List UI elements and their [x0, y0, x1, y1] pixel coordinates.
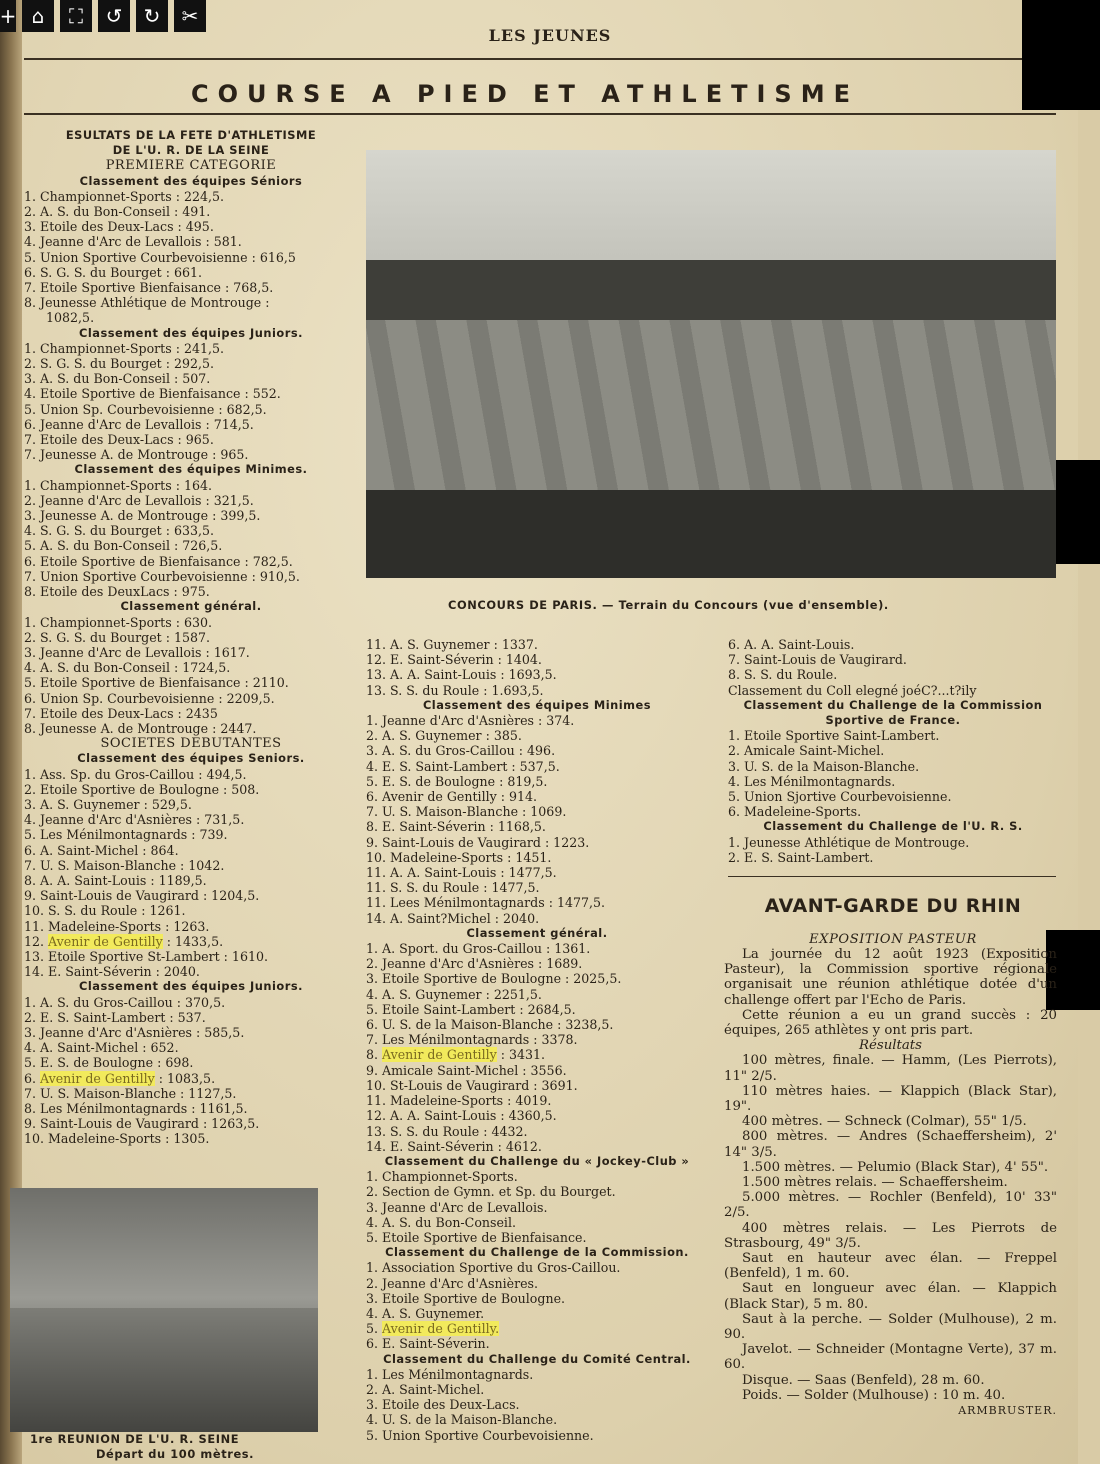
concours-photo [366, 150, 1056, 578]
middle-result-line: 11. S. S. du Roule : 1477,5. [366, 880, 540, 896]
article-paragraph: Saut à la perche. — Solder (Mulhouse), 2 m. 90. [724, 1311, 1057, 1343]
middle-result-line: 12. A. A. Saint-Louis : 4360,5. [366, 1108, 557, 1124]
middle-result-line: 5. Avenir de Gentilly. [366, 1321, 500, 1337]
middle-result-line: 3. A. S. du Gros-Caillou : 496. [366, 743, 556, 759]
left-result-line: 7. Union Sportive Courbevoisienne : 910,5. [24, 568, 300, 584]
right-result-line: 8. S. S. du Roule. [728, 667, 838, 683]
photo-sky [366, 150, 1056, 270]
right-section-heading: Classement du Challenge de la Commission [743, 697, 1043, 712]
right-result-line: 6. A. A. Saint-Louis. [728, 637, 855, 652]
middle-result-line: 5. Etoile Sportive de Bienfaisance. [366, 1229, 587, 1245]
article-paragraph: 1.500 mètres relais. — Schaeffersheim. [742, 1175, 1008, 1191]
right-column-rule [728, 876, 1056, 877]
middle-result-line: 2. A. Saint-Michel. [366, 1381, 485, 1397]
left-result-line: 9. Saint-Louis de Vaugirard : 1204,5. [24, 888, 260, 904]
article-paragraph: Cette réunion a eu un grand succès : 20 équipes, 265 athlètes y ont pris part. [724, 1007, 1057, 1039]
article-paragraph: Javelot. — Schneider (Montagne Verte), 37 m. 60. [724, 1342, 1057, 1373]
left-section-heading: Classement général. [120, 599, 262, 614]
article-title: COURSE A PIED ET ATHLETISME [191, 80, 859, 108]
start-100m-photo [10, 1188, 318, 1432]
middle-result-line: 10. St-Louis de Vaugirard : 3691. [366, 1077, 578, 1093]
right-result-line: 5. Union Sjortive Courbevoisienne. [728, 789, 952, 805]
left-result-line: 10. S. S. du Roule : 1261. [24, 903, 186, 919]
left-result-line: 14. E. Saint-Séverin : 2040. [24, 964, 200, 980]
left-result-line: 2. S. G. S. du Bourget : 292,5. [24, 356, 215, 372]
middle-result-line: 8. Avenir de Gentilly : 3431. [366, 1047, 546, 1063]
left-result-line: 7. Jeunesse A. de Montrouge : 965. [24, 447, 249, 463]
middle-result-line: 11. Lees Ménilmontagnards : 1477,5. [366, 895, 606, 911]
left-result-line: 3. Jeunesse A. de Montrouge : 399,5. [24, 508, 261, 524]
add-icon[interactable]: + [0, 0, 16, 32]
left-result-line: 7. Etoile des Deux-Lacs : 965. [24, 432, 214, 448]
left-result-line: 7. Etoile des Deux-Lacs : 2435 [24, 705, 218, 721]
middle-result-line: 3. Etoile Sportive de Boulogne : 2025,5. [366, 971, 622, 987]
middle-result-line: 4. A. S. Guynemer : 2251,5. [366, 986, 542, 1002]
highlighted-club-name: Avenir de Gentilly [40, 1070, 155, 1086]
middle-result-line: 4. A. S. Guynemer. [366, 1305, 485, 1321]
rhin-subheading: EXPOSITION PASTEUR [809, 932, 977, 947]
middle-result-line: 2. Jeanne d'Arc d'Asnières. [366, 1275, 539, 1291]
right-result-line: 3. U. S. de la Maison-Blanche. [728, 758, 920, 774]
results-heading: Résultats [859, 1038, 922, 1054]
author-signature: ARMBRUSTER. [958, 1404, 1057, 1418]
left-result-line: 1. Championnet-Sports : 164. [24, 477, 212, 493]
photo-field [366, 320, 1056, 500]
middle-result-line: 7. Les Ménilmontagnards : 3378. [366, 1032, 578, 1048]
left-result-line: 13. Etoile Sportive St-Lambert : 1610. [24, 948, 268, 964]
middle-result-line: 14. E. Saint-Séverin : 4612. [366, 1138, 542, 1154]
middle-result-line: 3. Etoile Sportive de Boulogne. [366, 1290, 566, 1306]
highlighted-club-name: Avenir de Gentilly [48, 933, 163, 949]
home-icon[interactable]: ⌂ [22, 0, 54, 32]
middle-result-line: 3. Jeanne d'Arc de Levallois. [366, 1199, 548, 1215]
middle-result-line: 9. Saint-Louis de Vaugirard : 1223. [366, 834, 590, 850]
middle-result-line: 7. U. S. Maison-Blanche : 1069. [366, 804, 567, 820]
running-header: LES JEUNES [488, 26, 612, 45]
left-result-line: 4. A. S. du Bon-Conseil : 1724,5. [24, 660, 231, 676]
left-result-line: 6. Jeanne d'Arc de Levallois : 714,5. [24, 416, 254, 432]
article-paragraph: 1.500 mètres. — Pelumio (Black Star), 4' 55". [742, 1159, 1049, 1175]
article-paragraph: 5.000 mètres. — Rochler (Benfeld), 10' 33" 2/5. [724, 1190, 1057, 1221]
left-result-line: 2. A. S. du Bon-Conseil : 491. [24, 204, 211, 220]
left-result-line: 3. A. S. Guynemer : 529,5. [24, 796, 192, 812]
left-result-line: 6. Etoile Sportive de Bienfaisance : 782,5. [24, 553, 293, 569]
middle-result-line: 5. Etoile Saint-Lambert : 2684,5. [366, 1001, 576, 1017]
right-result-line: 1. Jeunesse Athlétique de Montrouge. [728, 834, 970, 850]
photo-crowd [366, 490, 1056, 578]
middle-section-heading: Classement du Challenge du Comité Central. [383, 1351, 691, 1366]
highlighted-club-name: Avenir de Gentilly. [382, 1321, 500, 1337]
middle-section-heading: Classement des équipes Minimes [422, 697, 652, 712]
right-section-heading: Classement du Challenge de l'U. R. S. [763, 819, 1023, 834]
left-result-line: 2. Jeanne d'Arc de Levallois : 321,5. [24, 492, 254, 508]
concours-photo-caption: CONCOURS DE PARIS. — Terrain du Concours (vue d'ensemble). [448, 598, 889, 612]
left-section-heading: Classement des équipes Juniors. [79, 325, 303, 340]
middle-result-line: 11. Madeleine-Sports : 4019. [366, 1093, 552, 1109]
photo-track [10, 1308, 318, 1432]
middle-result-line: 13. A. A. Saint-Louis : 1693,5. [366, 667, 557, 683]
left-result-line: 8. Les Ménilmontagnards : 1161,5. [24, 1101, 248, 1116]
right-result-line: 2. E. S. Saint-Lambert. [728, 849, 874, 865]
middle-result-line: 1. A. Sport. du Gros-Caillou : 1361. [366, 941, 591, 957]
left-result-line: 6. Avenir de Gentilly : 1083,5. [24, 1070, 216, 1086]
middle-result-line: 1. Jeanne d'Arc d'Asnières : 374. [366, 713, 575, 729]
left-result-line: 4. Jeanne d'Arc de Levallois : 581. [24, 234, 242, 250]
left-result-line: 7. U. S. Maison-Blanche : 1127,5. [24, 1085, 237, 1101]
left-result-line: 3. Etoile des Deux-Lacs : 495. [24, 219, 214, 235]
crop-icon[interactable]: ✂ [174, 0, 206, 32]
left-result-line: 1. Ass. Sp. du Gros-Caillou : 494,5. [24, 766, 247, 782]
right-result-line: 2. Amicale Saint-Michel. [728, 743, 885, 759]
right-column-results [728, 637, 1058, 865]
left-result-line: 3. A. S. du Bon-Conseil : 507. [24, 371, 211, 387]
start-photo-caption-line1: 1re REUNION DE L'U. R. SEINE [30, 1432, 240, 1446]
middle-result-line: 3. Etoile des Deux-Lacs. [366, 1397, 520, 1413]
start-photo-caption-line2: Départ du 100 mètres. [96, 1447, 255, 1461]
left-result-line: 6. Union Sp. Courbevoisienne : 2209,5. [24, 690, 275, 706]
article-paragraph: Poids. — Solder (Mulhouse) : 10 m. 40. [742, 1387, 1006, 1403]
middle-result-line: 6. U. S. de la Maison-Blanche : 3238,5. [366, 1017, 614, 1033]
article-paragraph: Disque. — Saas (Benfeld), 28 m. 60. [742, 1372, 985, 1388]
middle-result-line: 13. S. S. du Roule : 1.693,5. [366, 682, 544, 698]
title-rule [24, 113, 1056, 115]
left-result-line: 5. Les Ménilmontagnards : 739. [24, 827, 228, 843]
middle-result-line: 2. A. S. Guynemer : 385. [366, 728, 522, 744]
left-result-line: 3. Jeanne d'Arc d'Asnières : 585,5. [24, 1024, 245, 1040]
left-section-heading: Classement des équipes Séniors [79, 173, 303, 188]
left-result-line: 8. Jeunesse Athlétique de Montrouge : [24, 295, 270, 311]
rotate-right-icon[interactable]: ↻ [136, 0, 168, 32]
left-result-line: 2. Etoile Sportive de Boulogne : 508. [24, 781, 260, 797]
right-result-line: 7. Saint-Louis de Vaugirard. [728, 652, 907, 668]
left-result-line: 1082,5. [46, 310, 95, 326]
article-paragraph: Saut en longueur avec élan. — Klappich (Black Star), 5 m. 80. [724, 1281, 1057, 1312]
article-paragraph: Saut en hauteur avec élan. — Freppel (Benfeld), 1 m. 60. [724, 1251, 1057, 1282]
left-section-heading: PREMIERE CATEGORIE [105, 158, 277, 174]
middle-result-line: 5. Union Sportive Courbevoisienne. [366, 1427, 594, 1443]
left-result-line: 8. A. A. Saint-Louis : 1189,5. [24, 872, 207, 888]
middle-section-heading: Classement général. [466, 925, 608, 940]
middle-column-results [366, 637, 708, 1443]
left-result-line: 11. Madeleine-Sports : 1263. [24, 918, 210, 934]
left-section-heading: ESULTATS DE LA FETE D'ATHLETISME [65, 128, 317, 142]
left-section-heading: SOCIETES DEBUTANTES [100, 736, 282, 752]
middle-result-line: 5. E. S. de Boulogne : 819,5. [366, 773, 548, 789]
left-result-line: 2. S. G. S. du Bourget : 1587. [24, 629, 211, 645]
photo-buildings [366, 260, 1056, 320]
article-paragraph: 100 mètres, finale. — Hamm, (Les Pierrots), 11" 2/5. [724, 1053, 1057, 1084]
left-result-line: 8. Etoile des DeuxLacs : 975. [24, 584, 210, 600]
middle-result-line: 9. Amicale Saint-Michel : 3556. [366, 1062, 567, 1078]
middle-result-line: 1. Championnet-Sports. [366, 1169, 518, 1185]
left-result-line: 3. Jeanne d'Arc de Levallois : 1617. [24, 644, 250, 660]
middle-result-line: 4. U. S. de la Maison-Blanche. [366, 1412, 558, 1428]
left-section-heading: Classement des équipes Minimes. [74, 462, 308, 477]
left-result-line: 9. Saint-Louis de Vaugirard : 1263,5. [24, 1116, 260, 1132]
left-result-line: 8. Jeunesse A. de Montrouge : 2447. [24, 720, 257, 736]
rotate-left-icon[interactable]: ↺ [98, 0, 130, 32]
right-result-line: Classement du Coll elegné joéC?...t?ily [728, 682, 977, 698]
left-result-line: 7. U. S. Maison-Blanche : 1042. [24, 857, 225, 873]
middle-result-line: 12. E. Saint-Séverin : 1404. [366, 652, 542, 668]
left-result-line: 6. A. Saint-Michel : 864. [24, 842, 179, 858]
article-paragraph: 400 mètres. — Schneck (Colmar), 55" 1/5. [742, 1114, 1027, 1130]
left-section-heading: Classement des équipes Juniors. [79, 979, 303, 994]
left-result-line: 1. A. S. du Gros-Caillou : 370,5. [24, 994, 226, 1010]
left-result-line: 1. Championnet-Sports : 630. [24, 614, 212, 630]
article-paragraph: La journée du 12 août 1923 (Exposition Pasteur), la Commission sportive régionale organisait une réunion athlétique dotée d'un challenge offert par l'Echo de Paris. [724, 947, 1057, 1008]
middle-result-line: 6. Avenir de Gentilly : 914. [366, 789, 538, 805]
right-result-line: 4. Les Ménilmontagnards. [728, 773, 896, 789]
middle-result-line: 2. Section de Gymn. et Sp. du Bourget. [366, 1184, 616, 1200]
left-result-line: 2. E. S. Saint-Lambert : 537. [24, 1009, 206, 1025]
middle-section-heading: Classement du Challenge de la Commission. [385, 1245, 689, 1260]
article-paragraph: 800 mètres. — Andres (Schaeffersheim), 2' 14" 3/5. [724, 1129, 1057, 1160]
left-result-line: 1. Championnet-Sports : 241,5. [24, 340, 224, 356]
left-section-heading: Classement des équipes Seniors. [77, 751, 305, 766]
middle-result-line: 4. A. S. du Bon-Conseil. [366, 1214, 516, 1230]
left-result-line: 4. S. G. S. du Bourget : 633,5. [24, 523, 215, 539]
left-result-line: 5. Union Sportive Courbevoisienne : 616,5 [24, 249, 296, 265]
left-result-line: 5. Etoile Sportive de Bienfaisance : 2110. [24, 675, 289, 691]
middle-result-line: 6. E. Saint-Séverin. [366, 1336, 490, 1352]
left-result-line: 4. Etoile Sportive de Bienfaisance : 552. [24, 386, 281, 402]
left-result-line: 6. S. G. S. du Bourget : 661. [24, 264, 203, 280]
middle-result-line: 8. E. Saint-Séverin : 1168,5. [366, 819, 546, 835]
left-column-results [24, 128, 358, 1147]
right-result-line: 6. Madeleine-Sports. [728, 804, 862, 820]
right-section-heading: Sportive de France. [825, 713, 961, 728]
header-rule [24, 58, 1022, 60]
rhin-heading: AVANT-GARDE DU RHIN [764, 895, 1022, 917]
left-result-line: 4. A. Saint-Michel : 652. [24, 1040, 179, 1056]
left-result-line: 5. E. S. de Boulogne : 698. [24, 1055, 194, 1071]
article-paragraph: 110 mètres haies. — Klappich (Black Star), 19". [724, 1083, 1057, 1115]
middle-result-line: 10. Madeleine-Sports : 1451. [366, 849, 552, 865]
article-paragraph: 400 mètres relais. — Les Pierrots de Strasbourg, 49" 3/5. [724, 1220, 1057, 1251]
middle-result-line: 11. A. A. Saint-Louis : 1477,5. [366, 865, 557, 881]
left-result-line: 4. Jeanne d'Arc d'Asnières : 731,5. [24, 812, 245, 828]
highlighted-club-name: Avenir de Gentilly [382, 1047, 497, 1063]
left-result-line: 5. A. S. du Bon-Conseil : 726,5. [24, 538, 223, 554]
middle-result-line: 11. A. S. Guynemer : 1337. [366, 637, 538, 652]
middle-section-heading: Classement du Challenge du « Jockey-Club » [384, 1153, 690, 1168]
right-result-line: 1. Etoile Sportive Saint-Lambert. [728, 728, 940, 744]
middle-result-line: 4. E. S. Saint-Lambert : 537,5. [366, 758, 560, 774]
middle-result-line: 2. Jeanne d'Arc d'Asnières : 1689. [366, 956, 583, 972]
left-result-line: 7. Etoile Sportive Bienfaisance : 768,5. [24, 280, 274, 296]
left-result-line: 1. Championnet-Sports : 224,5. [24, 188, 224, 204]
left-result-line: 12. Avenir de Gentilly : 1433,5. [24, 933, 224, 949]
left-result-line: 10. Madeleine-Sports : 1305. [24, 1131, 210, 1147]
middle-result-line: 13. S. S. du Roule : 4432. [366, 1123, 528, 1139]
left-section-heading: DE L'U. R. DE LA SEINE [112, 143, 270, 158]
middle-result-line: 14. A. Saint?Michel : 2040. [366, 910, 540, 926]
rhin-article [724, 947, 1057, 1418]
middle-result-line: 1. Les Ménilmontagnards. [366, 1366, 534, 1382]
fit-screen-icon[interactable]: ⛶ [60, 0, 92, 32]
middle-result-line: 1. Association Sportive du Gros-Caillou. [366, 1260, 621, 1276]
left-result-line: 5. Union Sp. Courbevoisienne : 682,5. [24, 401, 267, 417]
